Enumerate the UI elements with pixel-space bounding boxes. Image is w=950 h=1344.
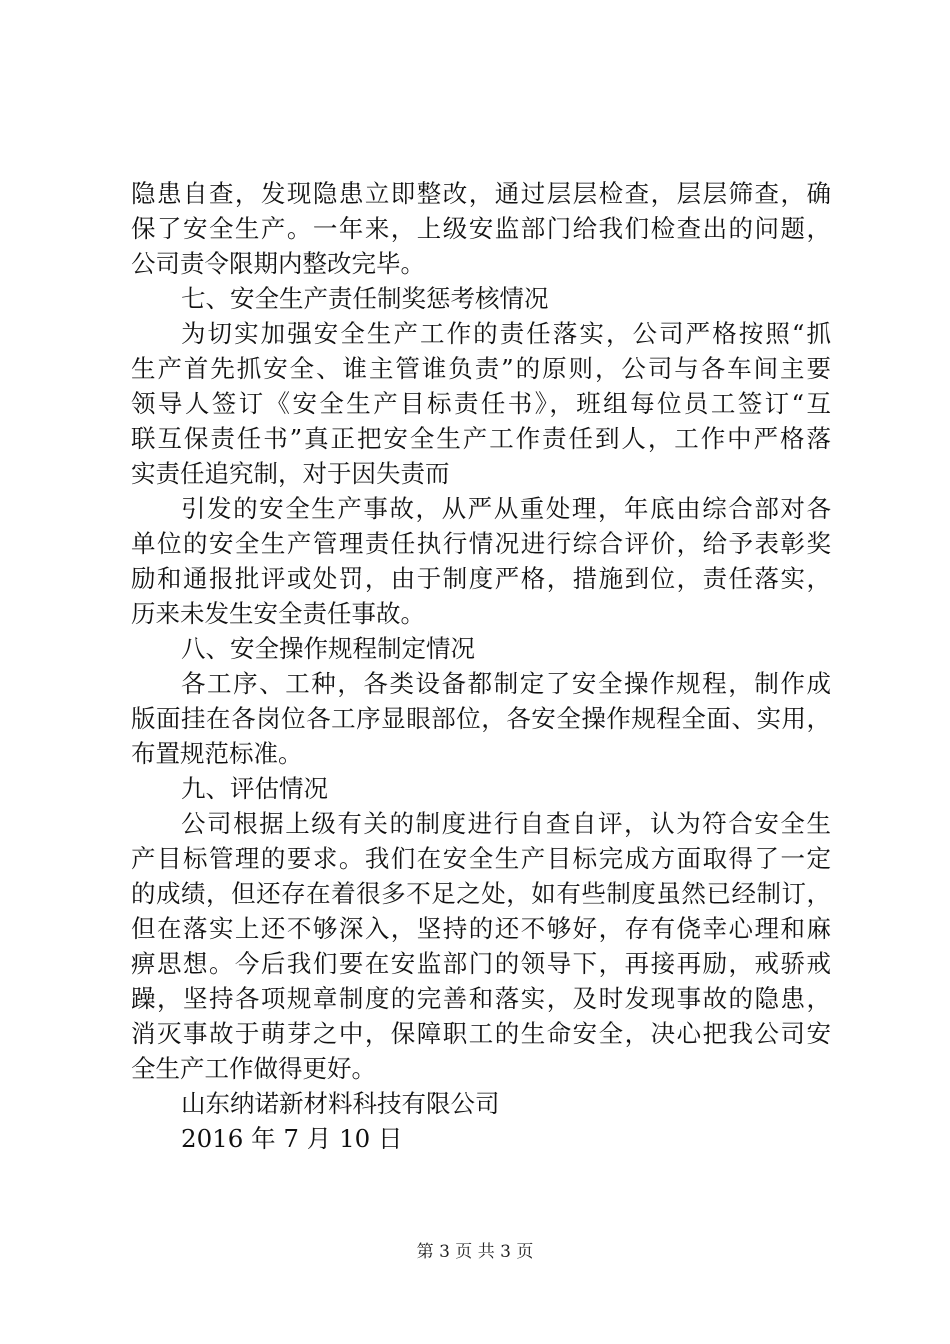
body-line: 联互保责任书”真正把安全生产工作责任到人，工作中严格落 — [131, 424, 831, 453]
body-line: 励和通报批评或处罚，由于制度严格，措施到位，责任落实， — [131, 564, 831, 593]
body-line: 历来未发生安全责任事故。 — [131, 599, 425, 628]
section-heading: 九、评估情况 — [181, 774, 328, 803]
body-line: 版面挂在各岗位各工序显眼部位，各安全操作规程全面、实用， — [131, 704, 831, 733]
body-line: 引发的安全生产事故，从严从重处理，年底由综合部对各 — [181, 494, 831, 523]
body-line: 产目标管理的要求。我们在安全生产目标完成方面取得了一定 — [131, 844, 831, 873]
signature-company: 山东纳诺新材料科技有限公司 — [181, 1089, 500, 1118]
body-line: 公司根据上级有关的制度进行自查自评，认为符合安全生 — [181, 809, 831, 838]
body-line: 布置规范标准。 — [131, 739, 303, 768]
body-line: 保了安全生产。一年来，上级安监部门给我们检查出的问题， — [131, 214, 831, 243]
body-line: 消灭事故于萌芽之中，保障职工的生命安全，决心把我公司安 — [131, 1019, 831, 1048]
body-line: 全生产工作做得更好。 — [131, 1054, 376, 1083]
body-line: 隐患自查，发现隐患立即整改，通过层层检查，层层筛查，确 — [131, 179, 831, 208]
body-line: 为切实加强安全生产工作的责任落实，公司严格按照“抓 — [181, 319, 831, 348]
body-line: 公司责令限期内整改完毕。 — [131, 249, 425, 278]
body-line: 实责任追究制，对于因失责而 — [131, 459, 450, 488]
body-line: 但在落实上还不够深入，坚持的还不够好，存有侥幸心理和麻 — [131, 914, 831, 943]
section-heading: 七、安全生产责任制奖惩考核情况 — [181, 284, 549, 313]
body-line: 各工序、工种，各类设备都制定了安全操作规程，制作成 — [181, 669, 831, 698]
section-heading: 八、安全操作规程制定情况 — [181, 634, 475, 663]
body-line: 领导人签订《安全生产目标责任书》，班组每位员工签订“互 — [131, 389, 831, 418]
body-line: 痹思想。今后我们要在安监部门的领导下，再接再励，戒骄戒 — [131, 949, 831, 978]
signature-date: 2016 年 7 月 10 日 — [181, 1124, 403, 1153]
body-line: 躁，坚持各项规章制度的完善和落实，及时发现事故的隐患， — [131, 984, 831, 1013]
page-number: 第 3 页 共 3 页 — [416, 1242, 534, 1262]
body-line: 的成绩，但还存在着很多不足之处，如有些制度虽然已经制订， — [131, 879, 831, 908]
body-line: 生产首先抓安全、谁主管谁负责”的原则，公司与各车间主要 — [131, 354, 831, 383]
body-line: 单位的安全生产管理责任执行情况进行综合评价，给予表彰奖 — [131, 529, 831, 558]
